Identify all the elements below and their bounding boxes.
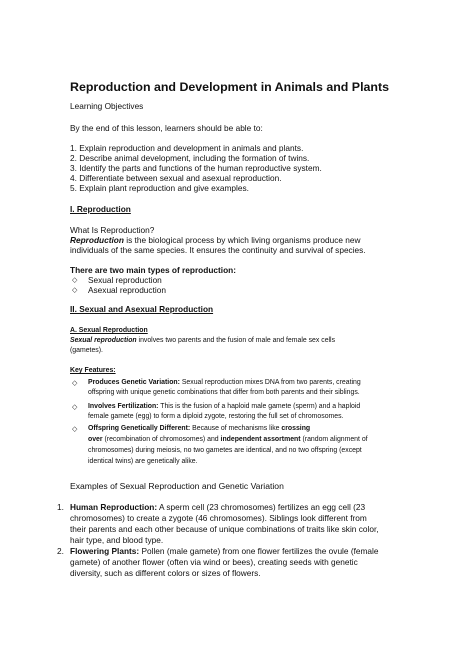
section-heading-sexual-asexual: II. Sexual and Asexual Reproduction bbox=[70, 304, 214, 314]
example-number: 1. bbox=[57, 502, 64, 512]
feature-offspring-line3: chromosomes) during meiosis, no two gametes are identical, and no two offspring (except bbox=[88, 447, 362, 454]
examples-heading: Examples of Sexual Reproduction and Genetic Variation bbox=[70, 481, 284, 491]
diamond-bullet-icon: ◇ bbox=[72, 404, 78, 411]
feature-offspring-line1: Offspring Genetically Different: Because of mechanisms like crossing bbox=[88, 425, 311, 432]
key-features-label: Key Features: bbox=[70, 367, 116, 374]
example-human-line2: chromosomes) to create a zygote (46 chromosomes). Siblings look different from bbox=[70, 513, 367, 523]
reproduction-definition-line2: individuals of the same species. It ensures the continuity and survival of species. bbox=[70, 245, 366, 255]
sexual-definition-line1: Sexual reproduction involves two parents and the fusion of male and female sex cells bbox=[70, 337, 336, 344]
objective-item: 1. Explain reproduction and development in animals and plants. bbox=[70, 143, 304, 153]
reproduction-definition-line1: Reproduction is the biological process by which living organisms produce new bbox=[70, 235, 361, 245]
diamond-bullet-icon: ◇ bbox=[72, 277, 78, 284]
objective-item: 2. Describe animal development, including the formation of twins. bbox=[70, 153, 310, 163]
feature-offspring-line2: over (recombination of chromosomes) and independent assortment (random alignment of bbox=[88, 436, 368, 443]
feature-fertilization-line2: female gamete (egg) to form a diploid zygote, restoring the full set of chromosomes. bbox=[88, 413, 344, 420]
objectives-intro: By the end of this lesson, learners should be able to: bbox=[70, 123, 263, 133]
section-heading-reproduction: I. Reproduction bbox=[70, 204, 131, 214]
sexual-reproduction-term: Sexual reproduction bbox=[70, 337, 137, 344]
what-is-reproduction: What Is Reproduction? bbox=[70, 225, 155, 235]
type-item-sexual: Sexual reproduction bbox=[88, 275, 162, 285]
feature-fertilization-line1: Involves Fertilization: This is the fusion of a haploid male gamete (sperm) and a haploid bbox=[88, 403, 361, 410]
types-heading: There are two main types of reproduction: bbox=[70, 265, 236, 275]
example-plants-line3: diversity, such as different colors or sizes of flowers. bbox=[70, 568, 261, 578]
example-plants-line2: gamete) of another flower (often via wind or bees), creating seeds with genetic bbox=[70, 557, 358, 567]
feature-genetic-variation-line1: Produces Genetic Variation: Sexual reproduction mixes DNA from two parents, creating bbox=[88, 379, 361, 386]
diamond-bullet-icon: ◇ bbox=[72, 380, 78, 387]
document-title: Reproduction and Development in Animals and Plants bbox=[70, 80, 389, 94]
objective-item: 4. Differentiate between sexual and asexual reproduction. bbox=[70, 173, 282, 183]
reproduction-term: Reproduction bbox=[70, 235, 124, 245]
type-item-asexual: Asexual reproduction bbox=[88, 285, 166, 295]
diamond-bullet-icon: ◇ bbox=[72, 287, 78, 294]
sexual-definition-line2: (gametes). bbox=[70, 347, 103, 354]
subheading-sexual-reproduction: A. Sexual Reproduction bbox=[70, 327, 148, 334]
example-plants-line1: Flowering Plants: Pollen (male gamete) from one flower fertilizes the ovule (female bbox=[70, 546, 379, 556]
example-human-line3: their parents and each other because of unique combinations of traits like skin color, bbox=[70, 524, 379, 534]
example-number: 2. bbox=[57, 546, 64, 556]
example-human-line1: Human Reproduction: A sperm cell (23 chromosomes) fertilizes an egg cell (23 bbox=[70, 502, 366, 512]
diamond-bullet-icon: ◇ bbox=[72, 426, 78, 433]
feature-offspring-line4: identical twins) are genetically alike. bbox=[88, 458, 198, 465]
feature-genetic-variation-line2: offspring with unique genetic combinations that differ from both parents and their siblings. bbox=[88, 389, 360, 396]
example-human-line4: hair type, and blood type. bbox=[70, 535, 164, 545]
learning-objectives-label: Learning Objectives bbox=[70, 101, 144, 111]
objective-item: 3. Identify the parts and functions of the human reproductive system. bbox=[70, 163, 322, 173]
objective-item: 5. Explain plant reproduction and give examples. bbox=[70, 183, 249, 193]
